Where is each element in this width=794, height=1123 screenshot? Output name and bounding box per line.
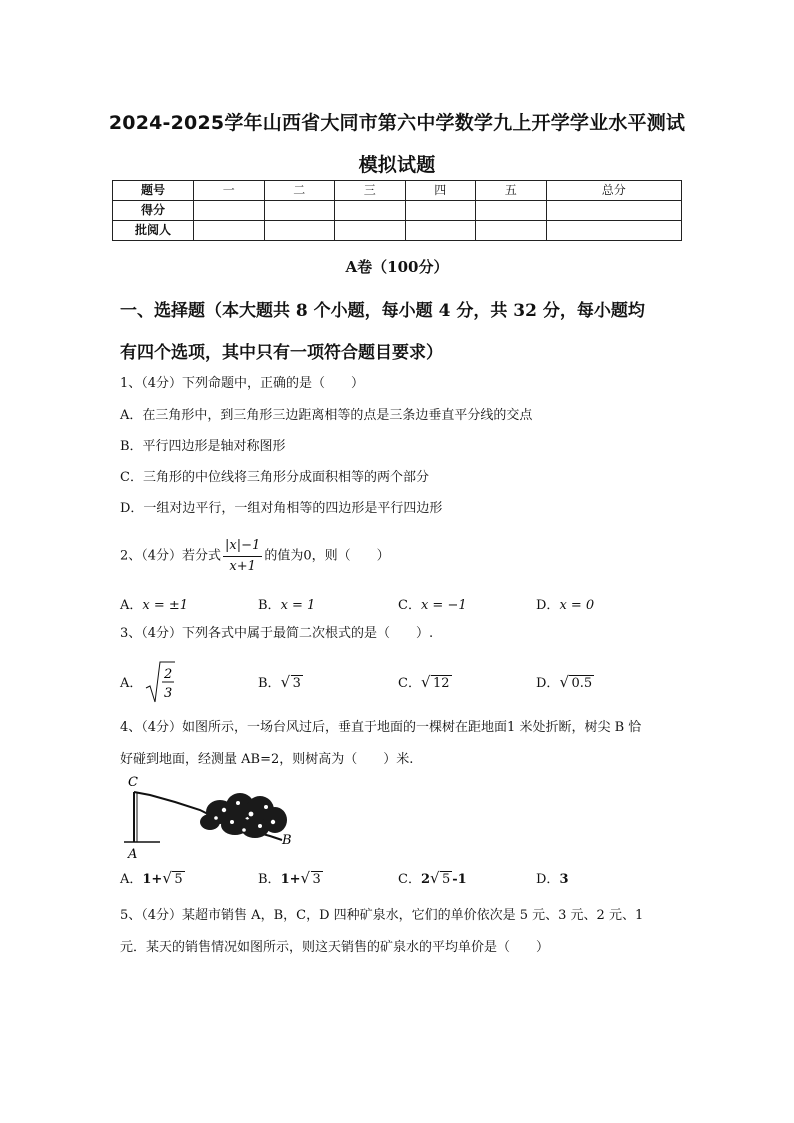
figure-label-a: A	[128, 847, 138, 862]
option-label: B．	[258, 676, 281, 691]
table-cell	[335, 201, 406, 221]
option-label: B．	[258, 872, 281, 887]
question-2-stem	[120, 536, 680, 578]
option-b	[258, 868, 323, 887]
question-2-prefix: 2、（4分）若分式	[120, 548, 222, 564]
radicand: 3	[312, 872, 321, 887]
question-4-line2: 好碰到地面，经测量 AB=2，则树高为（ ）米.	[120, 752, 414, 767]
option-d	[536, 594, 594, 613]
table-cell	[546, 221, 682, 241]
radical-sign: √	[280, 673, 291, 691]
sqrt-fraction-2-3	[144, 660, 176, 704]
sqrt-expression	[162, 871, 184, 887]
option-prefix: 1+	[280, 872, 301, 887]
table-cell: 得分	[113, 201, 194, 221]
option-value: x = −1	[420, 598, 467, 613]
fraction-numerator: 2	[164, 667, 173, 682]
radical-sign: √	[300, 869, 311, 887]
score-table-header-row	[113, 181, 682, 201]
table-cell: 批阅人	[113, 221, 194, 241]
table-cell	[335, 221, 406, 241]
question-5-line1: 5、（4分）某超市销售 A，B，C，D 四种矿泉水，它们的单价依次是 5 元、3 元、2 元、1	[120, 908, 644, 923]
option-label: C．	[398, 676, 421, 691]
option-b	[258, 594, 315, 613]
question-2-suffix: 的值为0，则（ ）	[264, 548, 390, 564]
table-cell	[546, 201, 682, 221]
fraction-denominator: 3	[164, 686, 173, 701]
table-cell	[194, 221, 265, 241]
radicand: 12	[432, 676, 450, 691]
exam-title-line1: 2024-2025学年山西省大同市第六中学数学九上开学学业水平测试	[108, 112, 686, 134]
option-d	[536, 672, 594, 691]
option-label: B．	[258, 598, 281, 613]
option-c	[398, 868, 467, 887]
radicand: 0.5	[571, 676, 593, 691]
question-1-stem: 1、（4分）下列命题中，正确的是（ ）	[120, 376, 365, 391]
question-4-line1: 4、（4分）如图所示，一场台风过后，垂直于地面的一棵树在距地面1 米处折断，树尖 B 恰	[120, 720, 642, 735]
option-d	[536, 868, 568, 887]
option-c	[398, 594, 467, 613]
option-value: x = 1	[280, 598, 316, 613]
score-table-row	[113, 201, 682, 221]
table-cell: 二	[264, 181, 335, 201]
option-label: A．	[120, 872, 143, 887]
exam-title-line2: 模拟试题	[358, 154, 436, 176]
section1-heading-line1: 一、选择题（本大题共 8 个小题，每小题 4 分，共 32 分，每小题均	[120, 301, 645, 321]
option-a	[120, 672, 142, 691]
question-3-options	[120, 660, 680, 706]
option-b	[258, 672, 303, 691]
fraction-numerator: |x|−1	[223, 536, 262, 557]
option-label: A．	[120, 676, 143, 691]
table-cell: 一	[194, 181, 265, 201]
radical-sign: √	[420, 673, 431, 691]
radicand: 5	[174, 872, 183, 887]
table-cell: 总分	[546, 181, 682, 201]
option-prefix: 1+	[142, 872, 163, 887]
table-cell	[405, 201, 476, 221]
table-cell	[476, 221, 547, 241]
option-prefix: 2	[420, 872, 430, 887]
question-5-line2: 元．某天的销售情况如图所示，则这天销售的矿泉水的平均单价是（ ）	[120, 940, 550, 955]
fraction	[223, 536, 262, 577]
table-cell: 题号	[113, 181, 194, 201]
option-value: 3	[559, 872, 569, 887]
table-cell	[264, 221, 335, 241]
broken-tree-figure	[120, 770, 300, 862]
option-suffix: -1	[452, 872, 467, 887]
table-cell	[264, 201, 335, 221]
section-a-heading: A卷（100分）	[345, 258, 449, 276]
table-cell	[405, 221, 476, 241]
option-label: D．	[536, 676, 560, 691]
question-1-option-a: A．在三角形中，到三角形三边距离相等的点是三条边垂直平分线的交点	[120, 408, 533, 423]
sqrt-expression	[559, 675, 594, 691]
question-1-option-d: D．一组对边平行，一组对角相等的四边形是平行四边形	[120, 501, 443, 516]
option-value: x = 0	[559, 598, 595, 613]
question-4-options	[120, 868, 680, 892]
option-label: D．	[536, 598, 560, 613]
table-cell	[194, 201, 265, 221]
radical-sign: √	[162, 869, 172, 887]
question-3-stem: 3、（4分）下列各式中属于最简二次根式的是（ ）.	[120, 626, 434, 641]
radical-sign: √	[559, 673, 569, 691]
option-c	[398, 672, 452, 691]
fraction-denominator: x+1	[229, 559, 256, 574]
radicand: 3	[292, 676, 301, 691]
table-cell: 三	[335, 181, 406, 201]
table-cell: 四	[405, 181, 476, 201]
question-2-options	[120, 594, 680, 618]
section1-heading-line2: 有四个选项，其中只有一项符合题目要求）	[120, 343, 443, 363]
table-cell: 五	[476, 181, 547, 201]
score-table	[112, 180, 682, 241]
option-a	[120, 868, 185, 887]
question-1-option-b: B．平行四边形是轴对称图形	[120, 439, 286, 454]
sqrt-expression	[421, 675, 452, 691]
question-1-option-c: C．三角形的中位线将三角形分成面积相等的两个部分	[120, 470, 429, 485]
score-table-row	[113, 221, 682, 241]
sqrt-expression	[281, 675, 303, 691]
radical-sign: √	[430, 869, 440, 887]
figure-label-c: C	[128, 775, 138, 790]
sqrt-expression	[301, 871, 323, 887]
option-value: x = ±1	[142, 598, 189, 613]
figure-label-b: B	[282, 833, 292, 848]
option-label: C．	[398, 872, 421, 887]
table-cell	[476, 201, 547, 221]
option-label: D．	[536, 872, 560, 887]
option-label: C．	[398, 598, 421, 613]
option-a	[120, 594, 188, 613]
option-label: A．	[120, 598, 143, 613]
sqrt-expression	[430, 871, 452, 887]
radicand: 5	[442, 872, 451, 887]
